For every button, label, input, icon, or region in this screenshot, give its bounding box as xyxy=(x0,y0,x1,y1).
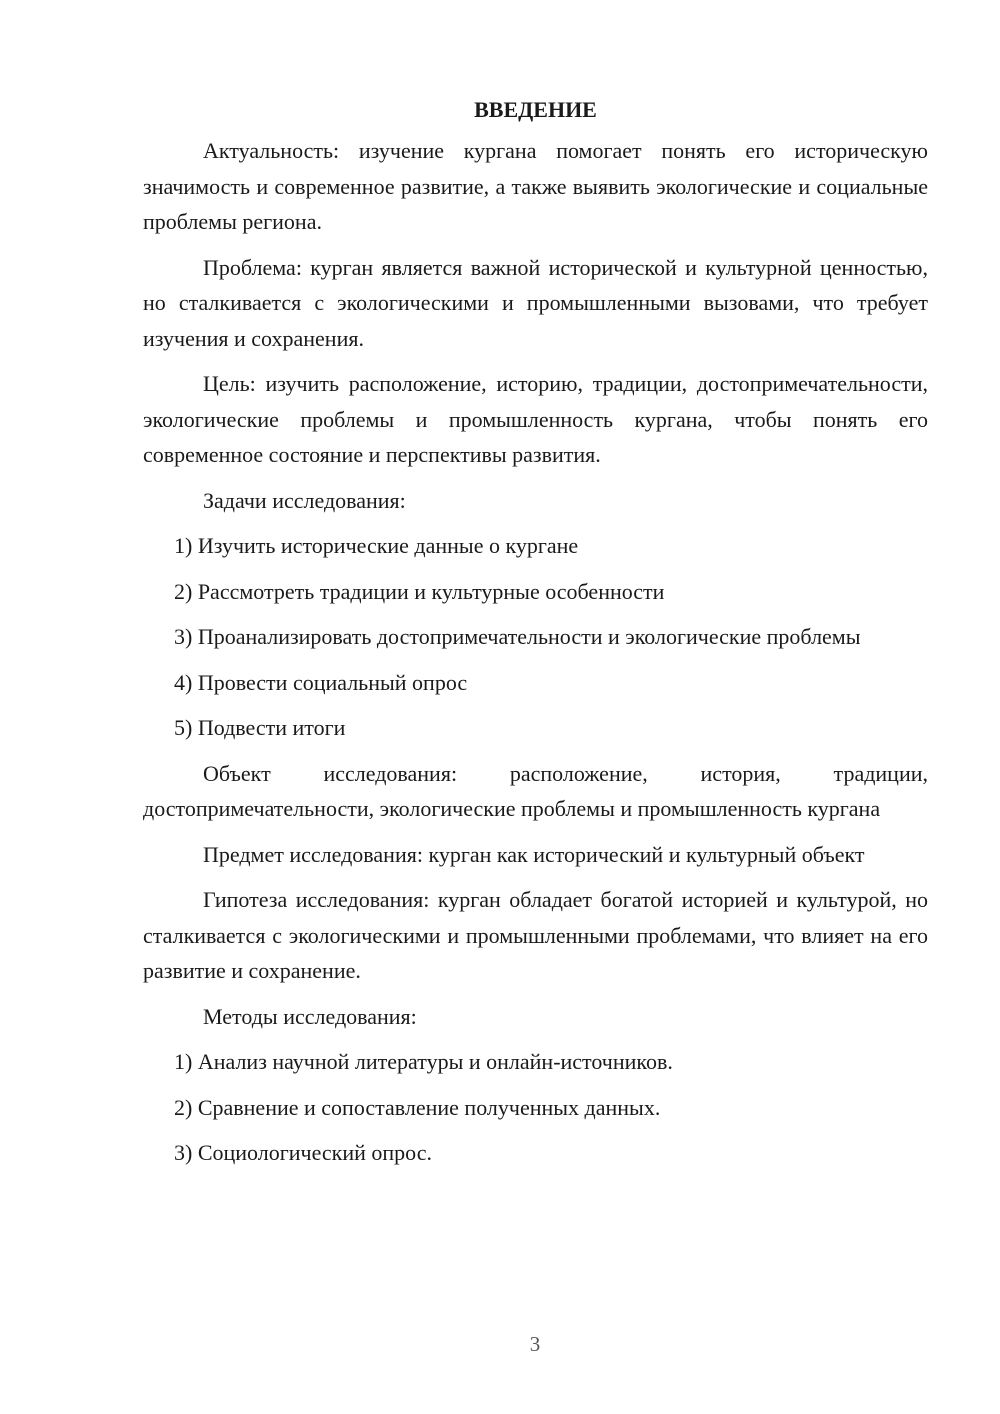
task-item-4: 4) Провести социальный опрос xyxy=(174,669,468,695)
object-paragraph: Объект исследования: расположение, история, традиции, достопримечательности, экологические проблемы и промышленность кургана xyxy=(143,760,928,821)
goal-paragraph: Цель: изучить расположение, историю, традиции, достопримечательности, экологические проблемы и промышленность кургана, чтобы понять его современное состояние и перспективы развития. xyxy=(143,371,928,467)
hypothesis-paragraph: Гипотеза исследования: курган обладает богатой историей и культурой, но сталкивается с экологическими и промышленными проблемами, что влияет на его развитие и сохранение. xyxy=(143,887,928,983)
tasks-heading: Задачи исследования: xyxy=(203,487,406,513)
section-title: ВВЕДЕНИЕ xyxy=(474,97,597,122)
page-number: 3 xyxy=(529,1332,541,1356)
task-item-1: 1) Изучить исторические данные о кургане xyxy=(174,533,579,558)
methods-heading: Методы исследования: xyxy=(203,1003,417,1029)
task-item-5: 5) Подвести итоги xyxy=(174,715,346,740)
problem-paragraph: Проблема: курган является важной исторической и культурной ценностью, но сталкивается с экологическими и промышленными вызовами, что требует изучения и сохранения. xyxy=(143,254,928,351)
method-item-2: 2) Сравнение и сопоставление полученных данных. xyxy=(174,1094,661,1120)
method-item-3: 3) Социологический опрос. xyxy=(174,1140,432,1165)
method-item-1: 1) Анализ научной литературы и онлайн-источников. xyxy=(174,1049,673,1074)
relevance-paragraph: Актуальность: изучение кургана помогает понять его историческую значимость и современное развитие, а также выявить экологические и социальные проблемы региона. xyxy=(143,138,928,234)
document-page xyxy=(143,92,928,1181)
task-item-2: 2) Рассмотреть традиции и культурные особенности xyxy=(174,578,665,604)
subject-paragraph: Предмет исследования: курган как исторический и культурный объект xyxy=(203,841,865,867)
task-item-3: 3) Проанализировать достопримечательности и экологические проблемы xyxy=(174,624,861,649)
